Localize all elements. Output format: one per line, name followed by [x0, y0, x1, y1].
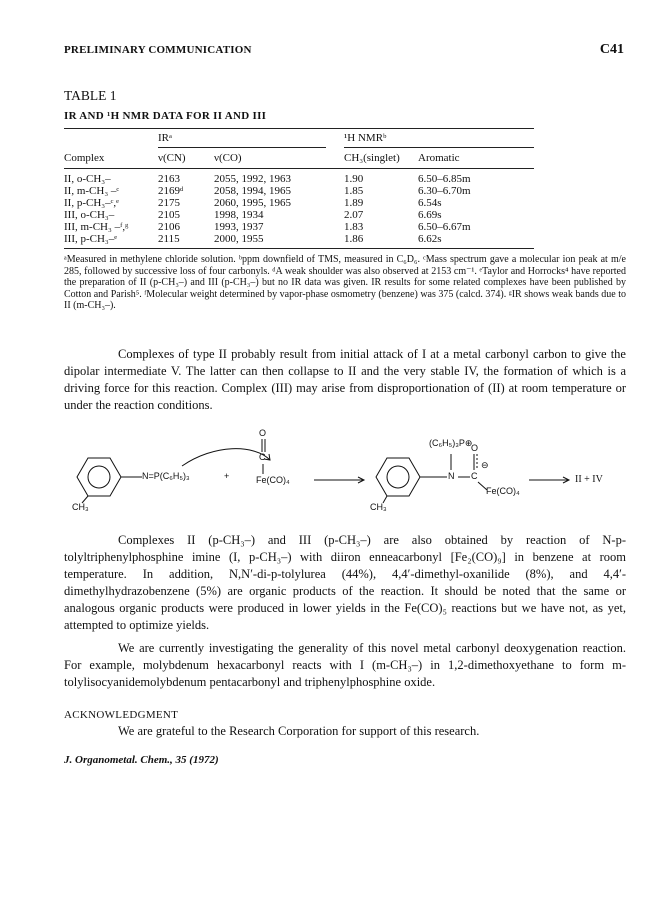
table-column-header-row [64, 148, 534, 169]
table-cell: 6.50–6.85m [418, 173, 471, 185]
carbonyl-oxygen-label: O [259, 427, 267, 438]
attack-arrow [182, 448, 270, 465]
intermediate-oxygen-label: O [471, 442, 479, 453]
table-cell: 2175 [158, 197, 180, 209]
table-group-header-row [64, 129, 534, 148]
table-cell: 1993, 1937 [214, 221, 264, 233]
table-cell: 1.89 [344, 197, 364, 209]
triphenylphosphonium-label: (C₆H₅)₃P⊕ [429, 437, 473, 448]
table-row [64, 221, 534, 233]
table-footnotes: ᵃMeasured in methylene chloride solution. ᵇppm downfield of TMS, measured in C₆D₆. ᶜMass spectrum gave a molecular ion peak at m/e 285, followed by successive loss of four carbonyls. ᵈA weak shoulder was also observed at 2153 cm⁻¹. ᵉTaylor and Horrocks⁴ have reported the preparation of II (p-CH₃–) and III (p-CH₃–) but no IR data was given. IR results for some related complexes have been published by Cotton and Parish⁵. ᶠMolecular weight determined by vapor-phase osmometry (benzene) was 375 (calcd. 374). ᵍIR shows weak bands due to II (m-CH₃–). [64, 254, 626, 311]
data-table [64, 128, 534, 249]
table-row [64, 197, 534, 209]
table-cell: 2000, 1955 [214, 233, 264, 245]
products-label: II + IV [575, 473, 603, 485]
ir-group-header: IRᵃ [158, 129, 326, 148]
table-cell: 2106 [158, 221, 180, 233]
table-cell: 1998, 1934 [214, 209, 264, 221]
table-cell: III, m-CH₃ –ᶠ,ᵍ [64, 221, 129, 233]
body-paragraph: Complexes of type II probably result from initial attack of I at a metal carbonyl carbon to give the dipolar intermediate V. The latter can then collapse to II and the very stable IV, the formation of which is a driving force for this reaction. Complex (III) may arise from disproportionation of (II) at room temperature or under the reaction conditions. [64, 346, 626, 412]
table-cell: 2.07 [344, 209, 364, 221]
table-cell: 2058, 1994, 1965 [214, 185, 291, 197]
journal-citation: J. Organometal. Chem., 35 (1972) [64, 753, 219, 766]
table-row [64, 185, 534, 197]
table-cell: 6.30–6.70m [418, 185, 471, 197]
nmr-group-header: ¹H NMRᵇ [344, 129, 534, 148]
page-number: C41 [599, 42, 624, 57]
column-header: ν(CO) [214, 152, 242, 164]
table-cell: 2055, 1992, 1963 [214, 173, 291, 185]
acknowledgment-text: We are grateful to the Research Corporation for support of this research. [118, 723, 480, 738]
table-cell: 6.62s [418, 233, 442, 245]
intermediate-iron-label: Fe(CO)₄ [486, 485, 520, 496]
running-head: PRELIMINARY COMMUNICATION [64, 44, 252, 56]
negative-charge-label: ⊖ [481, 459, 489, 470]
page-header [64, 40, 624, 64]
phosphine-imine-label: N=P(C₆H₅)₃ [142, 470, 190, 481]
table-cell: III, p-CH₃–ᵉ [64, 233, 118, 245]
aromatic-circle-intermediate [387, 466, 409, 488]
column-header: ν(CN) [158, 152, 186, 164]
table-cell: 2060, 1995, 1965 [214, 197, 291, 209]
table-cell: 1.90 [344, 173, 364, 185]
intermediate-carbon-label: C [471, 470, 478, 481]
benzene-ring-reactant [77, 458, 121, 496]
table-cell: 1.86 [344, 233, 364, 245]
iron-tetracarbonyl-label: Fe(CO)₄ [256, 474, 290, 485]
table-cell: 6.54s [418, 197, 442, 209]
intermediate-nitrogen-label: N [448, 470, 455, 481]
plus-sign: + [224, 470, 230, 481]
table-cell: 1.83 [344, 221, 364, 233]
table-row [64, 209, 534, 221]
table-row [64, 233, 534, 249]
table-cell: II, o-CH₃– [64, 173, 111, 185]
benzene-ring-intermediate [376, 458, 420, 496]
table-caption: IR AND ¹H NMR DATA FOR II AND III [64, 110, 267, 122]
table-cell: II, m-CH₃ –ᶜ [64, 185, 120, 197]
acknowledgment-heading: ACKNOWLEDGMENT [64, 708, 179, 721]
column-header: Aromatic [418, 152, 460, 164]
page [64, 40, 624, 766]
column-header: Complex [64, 151, 105, 164]
body-paragraph: Complexes II (p-CH₃–) and III (p-CH₃–) are also obtained by reaction of N-p-tolyltriphenylphosphine imine (I, p-CH₃–) with diiron enneacarbonyl [Fe₂(CO)₉] in benzene at room temperature. In addition, N,N′-di-p-tolylurea (44%), 4,4′-dimethyl-oxanilide (8%), and 4,4′-dimethylhydrazobenzene (5%) are organic products of the reaction. It should be noted that the same or analogous organic products were produced in lower yields in the Fe(CO)₅ reactions but we have not, as yet, attempted to optimize yields. [64, 532, 626, 632]
table-cell: 2115 [158, 233, 180, 245]
table-cell: III, o-CH₃– [64, 209, 115, 221]
table-cell: 2169ᵈ [158, 185, 184, 197]
table-cell: II, p-CH₃–ᶜ,ᵉ [64, 197, 119, 209]
table-cell: 1.85 [344, 185, 364, 197]
aromatic-circle-reactant [88, 466, 110, 488]
table-cell: 6.69s [418, 209, 442, 221]
carbonyl-carbon-label: C [259, 451, 266, 462]
table-cell: 2105 [158, 209, 180, 221]
table-cell: 2163 [158, 173, 180, 185]
table-label: TABLE 1 [64, 88, 117, 103]
table-row [64, 169, 534, 186]
methyl-label: CH₃ [72, 501, 89, 512]
intermediate-methyl-label: CH₃ [370, 501, 387, 512]
body-paragraph: We are currently investigating the generality of this novel metal carbonyl deoxygenation reaction. For example, molybdenum hexacarbonyl reacts with I (m-CH₃–) in 1,2-dimethoxyethane to form m-tolylisocyanidemolybdenum pentacarbonyl and triphenylphosphine oxide. [64, 640, 626, 689]
column-header: CH₃(singlet) [344, 152, 400, 164]
table-cell: 6.50–6.67m [418, 221, 471, 233]
reaction-scheme [64, 427, 626, 512]
